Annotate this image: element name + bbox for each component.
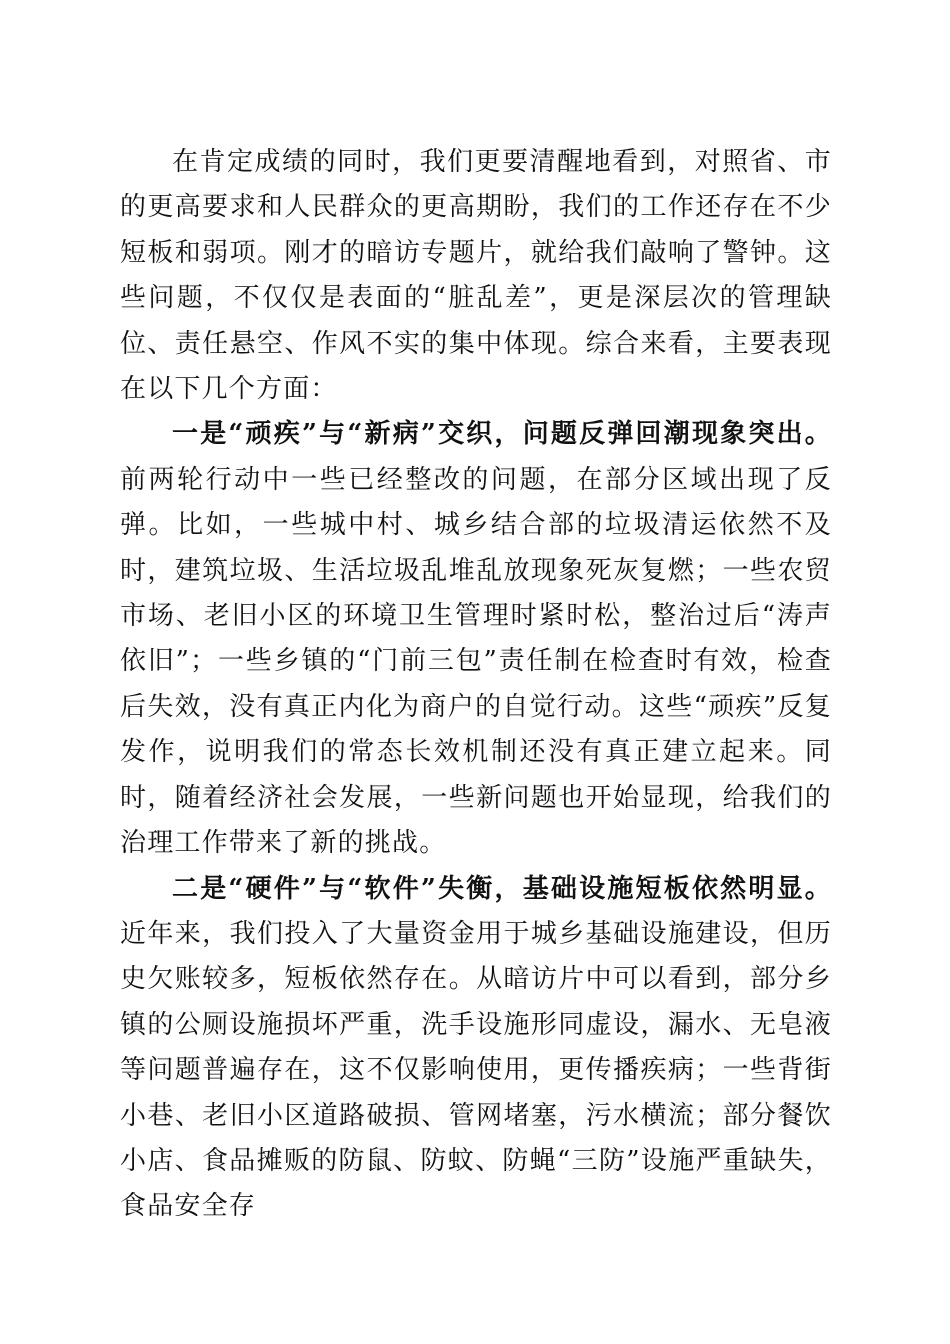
paragraph-point-two — [120, 867, 832, 1230]
paragraph-point-two-heading: 二是“硬件”与“软件”失衡，基础设施短板依然明显。 — [172, 873, 832, 904]
paragraph-point-one-heading: 一是“顽疾”与“新病”交织，问题反弹回潮现象突出。 — [172, 419, 832, 450]
paragraph-point-one — [120, 412, 832, 866]
paragraph-intro — [120, 140, 832, 412]
paragraph-intro-text: 在肯定成绩的同时，我们更要清醒地看到，对照省、市的更高要求和人民群众的更高期盼，我们的工作还存在不少短板和弱项。刚才的暗访专题片，就给我们敲响了警钟。这些问题，不仅仅是表面的“脏乱差”，更是深层次的管理缺位、责任悬空、作风不实的集中体现。综合来看，主要表现在以下几个方面： — [120, 147, 832, 405]
paragraph-point-one-text: 前两轮行动中一些已经整改的问题，在部分区域出现了反弹。比如，一些城中村、城乡结合部的垃圾清运依然不及时，建筑垃圾、生活垃圾乱堆乱放现象死灰复燃；一些农贸市场、老旧小区的环境卫生管理时紧时松，整治过后“涛声依旧”；一些乡镇的“门前三包”责任制在检查时有效，检查后失效，没有真正内化为商户的自觉行动。这些“顽疾”反复发作，说明我们的常态长效机制还没有真正建立起来。同时，随着经济社会发展，一些新问题也开始显现，给我们的治理工作带来了新的挑战。 — [120, 464, 832, 859]
paragraph-point-two-text: 近年来，我们投入了大量资金用于城乡基础设施建设，但历史欠账较多，短板依然存在。从暗访片中可以看到，部分乡镇的公厕设施损坏严重，洗手设施形同虚设，漏水、无皂液等问题普遍存在，这不仅影响使用，更传播疾病；一些背街小巷、老旧小区道路破损、管网堵塞，污水横流；部分餐饮小店、食品摊贩的防鼠、防蚊、防蝇“三防”设施严重缺失，食品安全存 — [120, 918, 832, 1222]
document-body — [120, 140, 832, 1230]
